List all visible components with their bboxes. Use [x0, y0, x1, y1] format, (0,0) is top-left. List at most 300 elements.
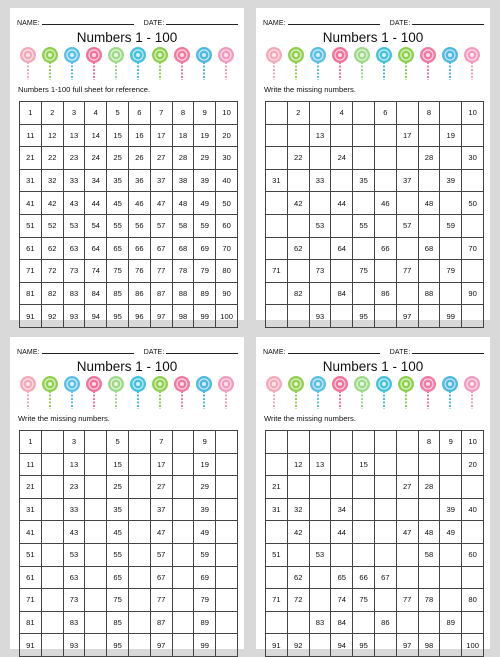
- grid-cell[interactable]: [418, 498, 440, 521]
- grid-cell[interactable]: [396, 282, 418, 305]
- grid-cell: 50: [216, 192, 238, 215]
- lollipop-icon: [174, 376, 190, 409]
- grid-cell[interactable]: [353, 282, 375, 305]
- grid-cell[interactable]: [41, 521, 63, 544]
- grid-cell: 2: [41, 102, 63, 125]
- grid-cell[interactable]: [172, 589, 194, 612]
- grid-cell: 3: [63, 102, 85, 125]
- name-label: NAME:: [263, 349, 286, 356]
- grid-cell: 7: [150, 431, 172, 454]
- grid-row: [266, 169, 484, 192]
- grid-cell[interactable]: [440, 282, 462, 305]
- grid-cell: 21: [20, 147, 42, 170]
- header-fields: [17, 18, 238, 27]
- grid-cell[interactable]: [396, 192, 418, 215]
- grid-cell[interactable]: [216, 634, 238, 657]
- grid-row: [266, 102, 484, 125]
- grid-cell: 79: [194, 589, 216, 612]
- name-field[interactable]: [42, 347, 134, 354]
- grid-cell: 67: [374, 566, 396, 589]
- grid-cell[interactable]: [287, 214, 309, 237]
- grid-cell[interactable]: [462, 611, 484, 634]
- grid-cell[interactable]: [440, 453, 462, 476]
- grid-cell[interactable]: [440, 102, 462, 125]
- grid-cell[interactable]: [128, 498, 150, 521]
- grid-cell[interactable]: [353, 102, 375, 125]
- grid-cell[interactable]: [266, 566, 288, 589]
- grid-cell: 58: [418, 543, 440, 566]
- grid-cell: 6: [128, 102, 150, 125]
- grid-cell: 10: [462, 431, 484, 454]
- grid-cell[interactable]: [309, 102, 331, 125]
- grid-row: [266, 192, 484, 215]
- grid-cell[interactable]: [128, 566, 150, 589]
- grid-cell: 85: [107, 282, 129, 305]
- grid-cell[interactable]: [41, 543, 63, 566]
- grid-cell[interactable]: [41, 453, 63, 476]
- grid-cell: 11: [20, 124, 42, 147]
- grid-row: [266, 543, 484, 566]
- grid-cell[interactable]: [396, 611, 418, 634]
- grid-cell[interactable]: [216, 431, 238, 454]
- grid-cell: 48: [172, 192, 194, 215]
- grid-cell: 79: [194, 260, 216, 283]
- grid-cell[interactable]: [374, 543, 396, 566]
- grid-cell: 95: [353, 305, 375, 328]
- grid-cell: 80: [216, 260, 238, 283]
- worksheet-title: Numbers 1 - 100: [322, 30, 424, 45]
- name-label: NAME:: [263, 20, 286, 27]
- grid-cell[interactable]: [396, 566, 418, 589]
- grid-cell[interactable]: [85, 589, 107, 612]
- grid-cell: 73: [63, 589, 85, 612]
- grid-cell[interactable]: [266, 102, 288, 125]
- grid-cell: 4: [331, 102, 353, 125]
- lollipop-icon: [174, 47, 190, 80]
- grid-cell[interactable]: [128, 521, 150, 544]
- grid-cell: 42: [287, 192, 309, 215]
- header-fields: [263, 347, 484, 356]
- worksheet-title: Numbers 1 - 100: [76, 30, 178, 45]
- grid-cell[interactable]: [374, 169, 396, 192]
- grid-cell[interactable]: [85, 543, 107, 566]
- grid-cell: 93: [63, 305, 85, 328]
- grid-cell: 2: [287, 102, 309, 125]
- grid-cell: 43: [63, 521, 85, 544]
- grid-cell[interactable]: [309, 192, 331, 215]
- grid-cell[interactable]: [374, 431, 396, 454]
- grid-cell[interactable]: [418, 305, 440, 328]
- grid-cell[interactable]: [266, 214, 288, 237]
- grid-cell: 67: [150, 566, 172, 589]
- grid-cell: 15: [353, 453, 375, 476]
- grid-cell: 33: [63, 169, 85, 192]
- grid-cell[interactable]: [128, 634, 150, 657]
- grid-cell[interactable]: [41, 476, 63, 499]
- grid-cell[interactable]: [462, 214, 484, 237]
- grid-cell: 17: [396, 124, 418, 147]
- grid-cell[interactable]: [128, 589, 150, 612]
- lollipop-icon: [64, 47, 80, 80]
- grid-cell[interactable]: [353, 543, 375, 566]
- grid-cell[interactable]: [374, 476, 396, 499]
- lollipop-icon: [266, 376, 282, 409]
- grid-cell: 40: [462, 498, 484, 521]
- grid-cell[interactable]: [287, 543, 309, 566]
- grid-cell[interactable]: [172, 634, 194, 657]
- lollipop-icon: [218, 376, 234, 409]
- grid-cell[interactable]: [266, 521, 288, 544]
- grid-cell: 36: [128, 169, 150, 192]
- grid-cell: 68: [172, 237, 194, 260]
- number-grid: [265, 430, 484, 657]
- lollipop-icon: [152, 47, 168, 80]
- grid-cell[interactable]: [418, 214, 440, 237]
- grid-cell[interactable]: [41, 611, 63, 634]
- grid-cell: 78: [172, 260, 194, 283]
- grid-cell[interactable]: [418, 260, 440, 283]
- grid-row: [266, 634, 484, 657]
- grid-row: [20, 566, 238, 589]
- grid-cell[interactable]: [85, 521, 107, 544]
- grid-cell: 94: [331, 634, 353, 657]
- grid-cell[interactable]: [287, 431, 309, 454]
- grid-cell[interactable]: [440, 147, 462, 170]
- instruction-text: Numbers 1-100 full sheet for reference.: [18, 85, 151, 94]
- grid-cell[interactable]: [462, 476, 484, 499]
- grid-cell: 31: [20, 498, 42, 521]
- grid-cell: 94: [85, 305, 107, 328]
- grid-cell[interactable]: [374, 147, 396, 170]
- grid-cell[interactable]: [266, 237, 288, 260]
- grid-cell[interactable]: [216, 453, 238, 476]
- grid-cell: 14: [85, 124, 107, 147]
- name-field[interactable]: [42, 18, 134, 25]
- grid-cell[interactable]: [266, 453, 288, 476]
- grid-cell[interactable]: [374, 214, 396, 237]
- name-field[interactable]: [288, 18, 380, 25]
- grid-cell[interactable]: [41, 634, 63, 657]
- grid-cell: 70: [216, 237, 238, 260]
- grid-cell: 57: [150, 543, 172, 566]
- grid-cell: 55: [107, 543, 129, 566]
- grid-cell: 90: [216, 282, 238, 305]
- grid-cell[interactable]: [287, 124, 309, 147]
- lollipop-icon: [196, 376, 212, 409]
- grid-cell: 54: [85, 214, 107, 237]
- grid-cell[interactable]: [331, 124, 353, 147]
- grid-cell[interactable]: [266, 611, 288, 634]
- grid-cell: 71: [20, 260, 42, 283]
- grid-cell: 48: [418, 192, 440, 215]
- grid-cell[interactable]: [396, 237, 418, 260]
- grid-cell: 95: [107, 305, 129, 328]
- grid-cell[interactable]: [440, 476, 462, 499]
- grid-cell[interactable]: [353, 521, 375, 544]
- grid-cell: 19: [440, 124, 462, 147]
- grid-cell[interactable]: [266, 431, 288, 454]
- worksheet-full-reference: [10, 8, 244, 320]
- lollipop-icon: [86, 47, 102, 80]
- grid-cell: 5: [107, 102, 129, 125]
- grid-cell: 31: [20, 169, 42, 192]
- grid-cell: 100: [462, 634, 484, 657]
- grid-cell[interactable]: [128, 543, 150, 566]
- name-label: NAME:: [17, 20, 40, 27]
- grid-cell[interactable]: [216, 476, 238, 499]
- grid-cell[interactable]: [353, 124, 375, 147]
- grid-cell[interactable]: [172, 611, 194, 634]
- grid-cell[interactable]: [418, 169, 440, 192]
- grid-cell[interactable]: [331, 305, 353, 328]
- grid-cell[interactable]: [462, 124, 484, 147]
- grid-cell[interactable]: [374, 589, 396, 612]
- grid-cell[interactable]: [396, 431, 418, 454]
- lollipop-icon: [130, 376, 146, 409]
- grid-cell: 79: [440, 260, 462, 283]
- grid-cell[interactable]: [462, 521, 484, 544]
- grid-cell: 9: [194, 431, 216, 454]
- grid-cell[interactable]: [266, 282, 288, 305]
- grid-cell[interactable]: [462, 260, 484, 283]
- grid-row: [20, 634, 238, 657]
- grid-row: [266, 521, 484, 544]
- grid-cell[interactable]: [374, 521, 396, 544]
- grid-cell: 65: [107, 566, 129, 589]
- grid-cell[interactable]: [396, 147, 418, 170]
- grid-cell: 88: [172, 282, 194, 305]
- grid-cell[interactable]: [331, 169, 353, 192]
- grid-cell[interactable]: [353, 476, 375, 499]
- date-field[interactable]: [412, 18, 484, 25]
- grid-cell[interactable]: [353, 498, 375, 521]
- grid-cell[interactable]: [216, 543, 238, 566]
- grid-cell[interactable]: [309, 282, 331, 305]
- number-grid: [19, 430, 238, 657]
- grid-cell: 80: [462, 589, 484, 612]
- grid-cell[interactable]: [172, 431, 194, 454]
- lollipop-icon: [108, 47, 124, 80]
- grid-cell: 27: [150, 476, 172, 499]
- grid-cell[interactable]: [374, 124, 396, 147]
- header-fields: [263, 18, 484, 27]
- grid-cell[interactable]: [266, 192, 288, 215]
- grid-cell[interactable]: [309, 521, 331, 544]
- grid-cell[interactable]: [287, 611, 309, 634]
- grid-cell[interactable]: [41, 431, 63, 454]
- grid-cell[interactable]: [85, 476, 107, 499]
- grid-cell[interactable]: [374, 305, 396, 328]
- grid-cell: 32: [41, 169, 63, 192]
- grid-cell[interactable]: [331, 476, 353, 499]
- grid-cell: 99: [440, 305, 462, 328]
- lollipop-icon: [42, 47, 58, 80]
- grid-cell: 45: [107, 192, 129, 215]
- date-field[interactable]: [412, 347, 484, 354]
- grid-cell[interactable]: [353, 611, 375, 634]
- grid-cell[interactable]: [440, 566, 462, 589]
- grid-cell[interactable]: [396, 498, 418, 521]
- date-field[interactable]: [166, 347, 238, 354]
- grid-cell: 85: [107, 611, 129, 634]
- grid-cell[interactable]: [85, 634, 107, 657]
- grid-cell: 44: [85, 192, 107, 215]
- grid-cell[interactable]: [41, 589, 63, 612]
- grid-cell[interactable]: [128, 476, 150, 499]
- grid-cell[interactable]: [331, 543, 353, 566]
- grid-cell: 86: [374, 282, 396, 305]
- grid-cell[interactable]: [85, 431, 107, 454]
- grid-cell: 24: [331, 147, 353, 170]
- grid-cell[interactable]: [216, 589, 238, 612]
- grid-cell: 84: [331, 611, 353, 634]
- grid-cell[interactable]: [309, 589, 331, 612]
- grid-cell[interactable]: [440, 237, 462, 260]
- grid-cell[interactable]: [266, 147, 288, 170]
- grid-cell[interactable]: [287, 305, 309, 328]
- grid-cell[interactable]: [85, 611, 107, 634]
- grid-cell[interactable]: [331, 260, 353, 283]
- grid-cell[interactable]: [462, 305, 484, 328]
- date-field[interactable]: [166, 18, 238, 25]
- grid-cell[interactable]: [85, 498, 107, 521]
- grid-cell: 49: [194, 521, 216, 544]
- grid-cell[interactable]: [462, 566, 484, 589]
- grid-cell: 76: [128, 260, 150, 283]
- grid-cell[interactable]: [41, 566, 63, 589]
- grid-cell[interactable]: [41, 498, 63, 521]
- lollipop-icon: [310, 376, 326, 409]
- grid-cell[interactable]: [353, 147, 375, 170]
- grid-cell: 49: [440, 521, 462, 544]
- name-field[interactable]: [288, 347, 380, 354]
- grid-cell[interactable]: [266, 124, 288, 147]
- grid-cell[interactable]: [462, 169, 484, 192]
- grid-cell[interactable]: [216, 566, 238, 589]
- grid-cell[interactable]: [128, 453, 150, 476]
- worksheet-title: Numbers 1 - 100: [76, 359, 178, 374]
- grid-cell: 63: [63, 566, 85, 589]
- grid-cell[interactable]: [172, 566, 194, 589]
- grid-cell: 55: [107, 214, 129, 237]
- grid-cell: 45: [107, 521, 129, 544]
- grid-cell[interactable]: [374, 453, 396, 476]
- grid-cell[interactable]: [331, 431, 353, 454]
- grid-cell: 23: [63, 147, 85, 170]
- grid-cell[interactable]: [172, 543, 194, 566]
- grid-cell[interactable]: [440, 589, 462, 612]
- grid-cell[interactable]: [216, 521, 238, 544]
- grid-cell: 46: [128, 192, 150, 215]
- lollipop-icon: [354, 47, 370, 80]
- grid-cell[interactable]: [309, 431, 331, 454]
- grid-cell[interactable]: [172, 498, 194, 521]
- grid-row: [20, 521, 238, 544]
- grid-cell: 16: [128, 124, 150, 147]
- grid-cell[interactable]: [309, 476, 331, 499]
- grid-cell: 81: [20, 282, 42, 305]
- grid-cell[interactable]: [418, 453, 440, 476]
- grid-cell[interactable]: [309, 498, 331, 521]
- grid-cell[interactable]: [374, 634, 396, 657]
- grid-cell[interactable]: [287, 260, 309, 283]
- grid-cell: 51: [20, 543, 42, 566]
- grid-cell[interactable]: [128, 611, 150, 634]
- grid-cell[interactable]: [287, 169, 309, 192]
- grid-cell[interactable]: [309, 634, 331, 657]
- grid-cell[interactable]: [396, 102, 418, 125]
- grid-row: [20, 192, 238, 215]
- grid-cell[interactable]: [85, 453, 107, 476]
- grid-cell: 15: [107, 453, 129, 476]
- grid-cell[interactable]: [216, 611, 238, 634]
- grid-cell[interactable]: [172, 453, 194, 476]
- lollipop-icon: [398, 47, 414, 80]
- grid-cell[interactable]: [353, 192, 375, 215]
- grid-cell[interactable]: [418, 566, 440, 589]
- grid-row: [20, 260, 238, 283]
- grid-cell: 59: [194, 543, 216, 566]
- grid-cell: 66: [353, 566, 375, 589]
- grid-cell: 67: [150, 237, 172, 260]
- grid-cell: 100: [216, 305, 238, 328]
- grid-cell: 44: [331, 192, 353, 215]
- grid-cell: 64: [85, 237, 107, 260]
- grid-cell[interactable]: [309, 147, 331, 170]
- grid-cell[interactable]: [287, 476, 309, 499]
- grid-cell[interactable]: [266, 305, 288, 328]
- grid-cell[interactable]: [440, 634, 462, 657]
- grid-cell: 31: [266, 169, 288, 192]
- grid-cell: 60: [462, 543, 484, 566]
- lollipop-icon: [442, 47, 458, 80]
- grid-cell[interactable]: [374, 260, 396, 283]
- grid-cell: 93: [309, 305, 331, 328]
- grid-cell: 12: [41, 124, 63, 147]
- lollipop-icon: [20, 47, 36, 80]
- grid-cell[interactable]: [440, 192, 462, 215]
- grid-cell[interactable]: [309, 566, 331, 589]
- grid-cell[interactable]: [396, 453, 418, 476]
- grid-cell[interactable]: [396, 543, 418, 566]
- grid-cell[interactable]: [440, 543, 462, 566]
- grid-cell[interactable]: [309, 237, 331, 260]
- grid-cell: 32: [287, 498, 309, 521]
- grid-cell: 33: [309, 169, 331, 192]
- grid-cell: 91: [20, 305, 42, 328]
- grid-cell: 87: [150, 282, 172, 305]
- grid-cell[interactable]: [418, 124, 440, 147]
- grid-cell[interactable]: [216, 498, 238, 521]
- grid-cell: 9: [194, 102, 216, 125]
- grid-cell[interactable]: [418, 611, 440, 634]
- grid-cell[interactable]: [85, 566, 107, 589]
- grid-cell: 69: [194, 566, 216, 589]
- grid-cell[interactable]: [353, 431, 375, 454]
- grid-cell[interactable]: [353, 237, 375, 260]
- grid-cell[interactable]: [374, 498, 396, 521]
- grid-cell[interactable]: [331, 453, 353, 476]
- grid-cell: 52: [41, 214, 63, 237]
- grid-cell[interactable]: [172, 476, 194, 499]
- grid-cell: 31: [266, 498, 288, 521]
- grid-cell: 1: [20, 102, 42, 125]
- grid-cell[interactable]: [172, 521, 194, 544]
- grid-cell: 21: [266, 476, 288, 499]
- grid-cell[interactable]: [331, 214, 353, 237]
- grid-cell[interactable]: [128, 431, 150, 454]
- name-label: NAME:: [17, 349, 40, 356]
